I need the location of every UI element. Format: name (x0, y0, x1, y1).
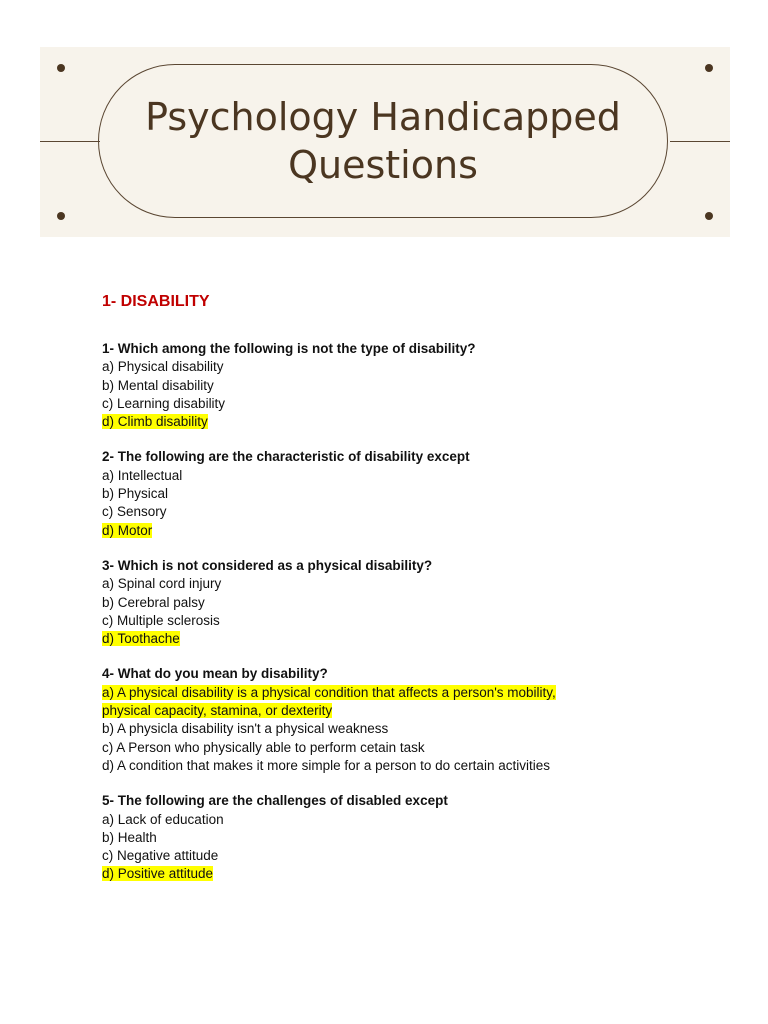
question-list (102, 340, 642, 884)
answer-option (102, 503, 642, 521)
answer-option (102, 467, 642, 485)
banner-dot-bottom-right (705, 212, 713, 220)
title-banner (40, 47, 730, 237)
page-title: Psychology Handicapped Questions (145, 95, 621, 187)
answer-option (102, 612, 642, 630)
answer-option-text: b) Cerebral palsy (102, 594, 205, 610)
answer-option (102, 720, 642, 738)
answer-option (102, 739, 642, 757)
answer-option-highlighted (102, 702, 642, 720)
question-text: 4- What do you mean by disability? (102, 666, 328, 682)
answer-option-text: d) Toothache (102, 631, 180, 647)
answer-option-text: d) A condition that makes it more simple for a person to do certain activities (102, 757, 550, 773)
document-content (102, 290, 642, 901)
answer-option (102, 485, 642, 503)
question-text: 1- Which among the following is not the type of disability? (102, 341, 476, 356)
answer-option-text: d) Motor (102, 522, 153, 538)
answer-option-text: physical capacity, stamina, or dexterity (102, 703, 333, 719)
question-text: 3- Which is not considered as a physical disability? (102, 557, 433, 573)
answer-option (102, 594, 642, 612)
question-text: 5- The following are the challenges of disabled except (102, 793, 448, 809)
title-pill-frame (98, 64, 668, 218)
question-text: 2- The following are the characteristic of disability except (102, 449, 470, 465)
banner-line-right (670, 141, 730, 142)
answer-option-text: a) Spinal cord injury (102, 576, 222, 592)
answer-option (102, 377, 642, 395)
answer-option-text: a) Intellectual (102, 467, 183, 483)
answer-option (102, 395, 642, 413)
answer-option-text: a) A physical disability is a physical condition that affects a person's mobility, (102, 684, 556, 700)
question-block (102, 557, 642, 648)
answer-option (102, 811, 642, 829)
question-block (102, 340, 642, 431)
banner-dot-top-right (705, 64, 713, 72)
answer-option-text: d) Climb disability (102, 414, 208, 430)
answer-option (102, 358, 642, 376)
answer-option-text: a) Lack of education (102, 811, 224, 827)
answer-option-text: b) A physicla disability isn't a physical weakness (102, 721, 389, 737)
answer-option (102, 757, 642, 775)
answer-option-text: c) A Person who physically able to perform cetain task (102, 739, 425, 755)
answer-option-text: c) Learning disability (102, 395, 226, 411)
banner-line-left (40, 141, 100, 142)
banner-dot-top-left (57, 64, 65, 72)
banner-dot-bottom-left (57, 212, 65, 220)
answer-option-text: c) Multiple sclerosis (102, 612, 220, 628)
question-block (102, 792, 642, 883)
answer-option-highlighted (102, 865, 642, 883)
answer-option (102, 575, 642, 593)
answer-option-text: b) Health (102, 829, 157, 845)
answer-option-text: b) Physical (102, 486, 169, 502)
answer-option (102, 847, 642, 865)
answer-option-highlighted (102, 630, 642, 648)
answer-option (102, 829, 642, 847)
question-block (102, 448, 642, 539)
answer-option-highlighted (102, 684, 642, 702)
question-block (102, 665, 642, 775)
answer-option-text: a) Physical disability (102, 359, 224, 375)
answer-option-highlighted (102, 522, 642, 540)
section-title: 1- DISABILITY (102, 293, 210, 310)
answer-option-text: c) Negative attitude (102, 848, 219, 864)
answer-option-text: d) Positive attitude (102, 866, 214, 882)
answer-option-text: b) Mental disability (102, 377, 214, 393)
answer-option-highlighted (102, 413, 642, 431)
answer-option-text: c) Sensory (102, 504, 167, 520)
